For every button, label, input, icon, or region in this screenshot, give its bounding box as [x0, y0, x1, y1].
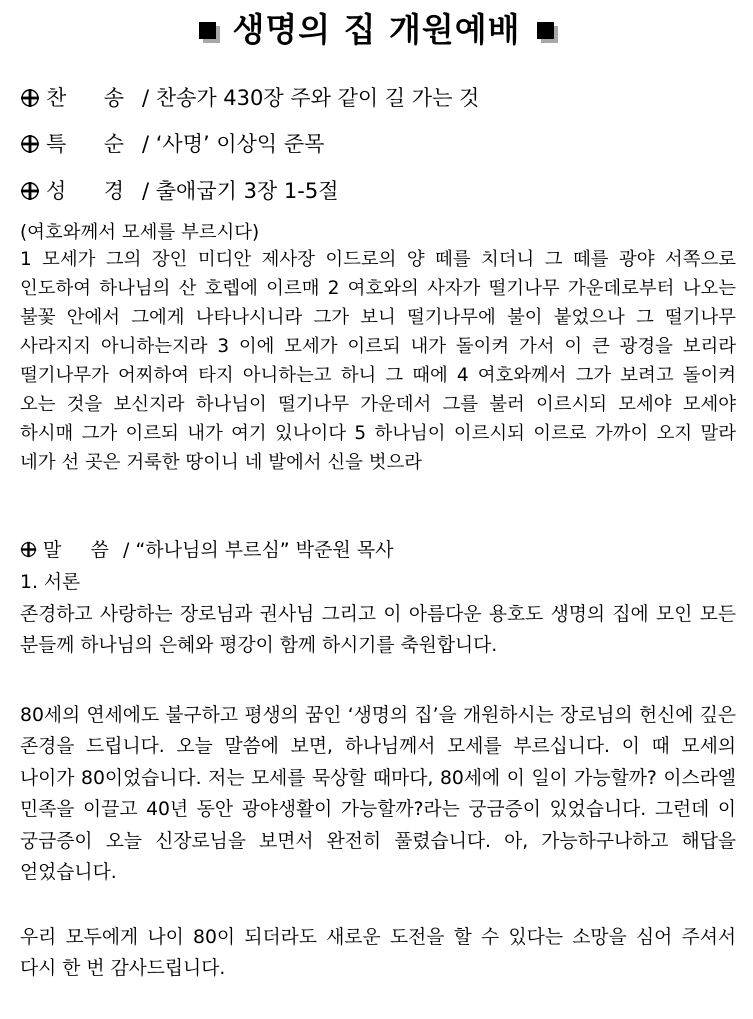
order-detail: / 찬송가 430장 주와 같이 길 가는 것	[142, 86, 480, 110]
cross-flower-icon	[20, 134, 40, 154]
section-heading: 1. 서론	[20, 572, 81, 593]
order-label: 특 순	[46, 132, 124, 156]
page-title: 생명의 집 개원예배	[232, 9, 521, 49]
cross-flower-icon	[20, 88, 40, 108]
scripture-text: 1 모세가 그의 장인 미디안 제사장 이드로의 양 떼를 치더니 그 떼를 광야 서쪽으로 인도하여 하나님의 산 호렙에 이르매 2 여호와의 사자가 떨기나무 가운데로부터 나오는 불꽃 안에서 그에게 나타나시니라 그가 보니 떨기나무에 불이 붙었으나 그 떨기나무 사라지지 아니하는지라 3 이에 모세가 이르되 내가 돌이켜 가서 이 큰 광경을 보리라 떨기나무가 어찌하여 타지 아니하는고 하니 그 때에 4 여호와께서 그가 보려고 돌이켜 오는 것을 보신지라 하나님이 떨기나무 가운데서 그를 불러 이르시되 모세야 모세야 하시매 그가 이르되 내가 여기 있나이다 5 하나님이 이르시되 이르로 가까이 오지 말라 네가 선 곳은 거룩한 땅이니 네 발에서 신을 벗으라	[20, 249, 736, 473]
square-bullet-icon	[199, 22, 216, 39]
order-detail: / “하나님의 부르심” 박준원 목사	[123, 538, 394, 561]
order-item-sermon	[20, 532, 394, 564]
sermon-paragraph: 존경하고 사랑하는 장로님과 권사님 그리고 이 아름다운 용호도 생명의 집에 모인 모든 분들께 하나님의 은혜와 평강이 함께 하시기를 축원합니다.	[20, 604, 736, 657]
order-item-scripture	[20, 174, 338, 206]
cross-flower-icon	[20, 541, 37, 558]
order-detail: / ‘사명’ 이상익 준목	[142, 132, 325, 156]
page-title-row	[0, 6, 753, 48]
cross-flower-icon	[20, 181, 40, 201]
order-item-hymn	[20, 81, 479, 113]
order-label: 찬 송	[46, 86, 124, 110]
sermon-paragraph: 우리 모두에게 나이 80이 되더라도 새로운 도전을 할 수 있다는 소망을 심어 주셔서 다시 한 번 감사드립니다.	[20, 927, 736, 980]
square-bullet-icon	[537, 22, 554, 39]
order-item-special	[20, 127, 324, 159]
scripture-intro: (여호와께서 모세를 부르시다)	[20, 222, 260, 243]
order-detail: / 출애굽기 3장 1-5절	[142, 179, 339, 203]
order-label: 성 경	[46, 179, 124, 203]
order-label: 말 씀	[43, 538, 109, 561]
sermon-paragraph: 80세의 연세에도 불구하고 평생의 꿈인 ‘생명의 집’을 개원하시는 장로님의 헌신에 깊은 존경을 드립니다. 오늘 말씀에 보면, 하나님께서 모세를 부르십니다. 이 때 모세의 나이가 80이었습니다. 저는 모세를 묵상할 때마다, 80세에 이 일이 가능할까? 이스라엘 민족을 이끌고 40년 동안 광야생활이 가능할까?라는 궁금증이 있었습니다. 그런데 이 궁금증이 오늘 신장로님을 보면서 완전히 풀렸습니다. 아, 가능하구나하고 해답을 얻었습니다.	[20, 705, 736, 884]
